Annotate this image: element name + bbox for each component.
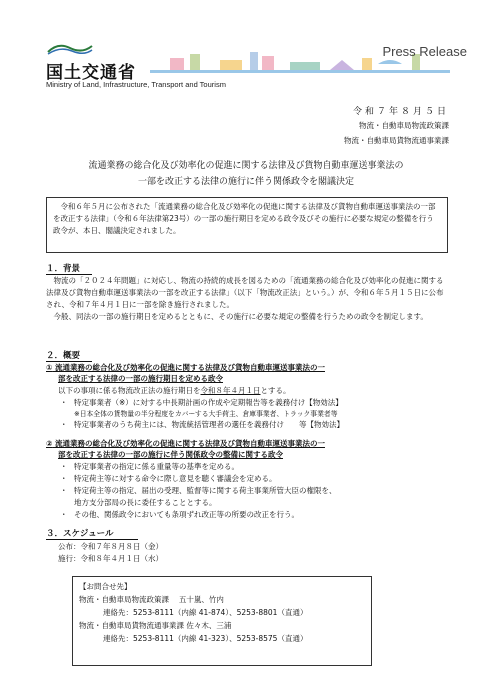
bullet: ・ — [60, 462, 68, 471]
sub1-item1: 特定事業者（※）に対する中長期計画の作成や定期報告等を義務付け【物効法】 — [74, 398, 343, 407]
department-1: 物流・自動車局物流政策課 — [359, 121, 449, 130]
schedule-enforcement: 施行：令和８年４月１日（水） — [58, 554, 163, 563]
release-date: 令和７年８月５日 — [352, 107, 449, 117]
sub2-item1: 特定事業者の指定に係る重量等の基準を定める。 — [74, 462, 239, 471]
sub2-item2: 特定荷主等に対する命令に際し意見を聴く審議会を定める。 — [74, 474, 277, 483]
sub1-item2: 特定事業者のうち荷主には、物流統括管理者の選任を義務付け 等【物効法】 — [74, 420, 344, 429]
contact-line2: 連絡先：5253-8111（内線 41-874）、5253-8801（直通） — [103, 608, 308, 617]
bullet: ・ — [60, 420, 68, 429]
sub2-title-line2: 部を改正する法律の一部の施行に伴う関係政令の整備に関する政令 — [58, 450, 283, 459]
section1-body — [46, 275, 448, 323]
ministry-name-jp: 国土交通省 — [46, 63, 136, 83]
section3-underline — [46, 539, 138, 540]
sub1-intro-prefix: 以下の事項に係る物流改正法の施行期日を — [58, 386, 201, 395]
section1-paragraph2: 今般、同法の一部の施行期日を定めるとともに、その施行に必要な規定の整備を行うための政令を制定します。 — [53, 312, 428, 321]
contact-heading: 【お問合せ先】 — [79, 582, 132, 591]
summary-text: 令和６年５月に公布された「流通業務の総合化及び効率化の促進に関する法律及び貨物自動車運送事業法の一部を改正する法律」（令和６年法律第23号）の一部の施行期日を定める政令及びその施行に必要な規定の整備を行う政令が、本日、閣議決定されました。 — [53, 202, 436, 235]
contact-line1: 物流・自動車局物流政策課 五十嵐、竹内 — [79, 595, 224, 604]
list-item — [60, 509, 450, 521]
summary-box — [46, 197, 448, 253]
section2-heading: ２．概要 — [46, 351, 81, 361]
list-item — [60, 419, 450, 431]
list-item — [60, 461, 450, 473]
mlit-logo-icon — [46, 40, 94, 56]
bullet: ・ — [60, 510, 68, 519]
sub1-title-line1: 流通業務の総合化及び効率化の促進に関する法律及び貨物自動車運送事業法の一 — [54, 363, 325, 372]
sub2-heading — [46, 438, 450, 460]
list-item — [60, 397, 450, 409]
schedule-promulgation: 公布：令和７年８月８日（金） — [58, 542, 163, 551]
bullet: ・ — [60, 474, 68, 483]
contact-box — [72, 576, 372, 666]
sub1-note: ※日本全体の貨物量の半分程度をカバーする大手荷主、倉庫事業者、トラック事業者等 — [74, 410, 338, 418]
sub1-heading — [46, 362, 450, 384]
sub1-intro-date: 令和８年４月１日 — [200, 386, 261, 395]
document-title-line1: 流通業務の総合化及び効率化の促進に関する法律及び貨物自動車運送事業法の — [88, 161, 404, 171]
document-title-line2: 一部を改正する法律の施行に伴う関係政令を閣議決定 — [137, 177, 354, 187]
sub1-title-line2: 部を改正する法律の一部の施行期日を定める政令 — [58, 374, 223, 383]
section1-paragraph1: 物流の「２０２４年問題」に対応し、物流の持続的成長を図るための「流通業務の総合化及び効率化の促進に関する法律及び貨物自動車運送事業法の一部を改正する法律」（以下「物流改正法」という。）が、令和６年５月１５日に公布され、令和７年４月１日に一部を除き施行されました。 — [46, 276, 444, 309]
sub2-item4: その他、関係政令においても条項ずれ改正等の所要の改正を行う。 — [74, 510, 299, 519]
ministry-name-en: Ministry of Land, Infrastructure, Transport and Tourism — [46, 80, 226, 89]
press-release-label: Press Release — [382, 44, 467, 59]
bullet: ・ — [60, 486, 68, 495]
sub2-number: ② — [46, 439, 53, 448]
list-item — [60, 485, 450, 497]
sub1-intro — [58, 385, 448, 397]
sub2-item3: 特定荷主等の指定、届出の受理、監督等に関する荷主事業所管大臣の権限を、 — [74, 486, 337, 495]
sub2-title-line1: 流通業務の総合化及び効率化の促進に関する法律及び貨物自動車運送事業法の一 — [54, 439, 325, 448]
contact-line3: 物流・自動車局貨物流通事業課 佐々木、三浦 — [79, 621, 232, 630]
list-item — [60, 473, 450, 485]
contact-line4: 連絡先：5253-8111（内線 41-323）、5253-8575（直通） — [103, 634, 308, 643]
department-2: 物流・自動車局貨物流通事業課 — [344, 136, 449, 145]
section1-heading: １．背景 — [46, 264, 81, 274]
section3-heading: ３．スケジュール — [46, 529, 114, 539]
bullet: ・ — [60, 398, 68, 407]
sub1-number: ① — [46, 363, 53, 372]
sub2-item3-continued: 地方支分部局の長に委任することとする。 — [74, 498, 217, 507]
sub1-intro-suffix: とする。 — [260, 386, 291, 395]
